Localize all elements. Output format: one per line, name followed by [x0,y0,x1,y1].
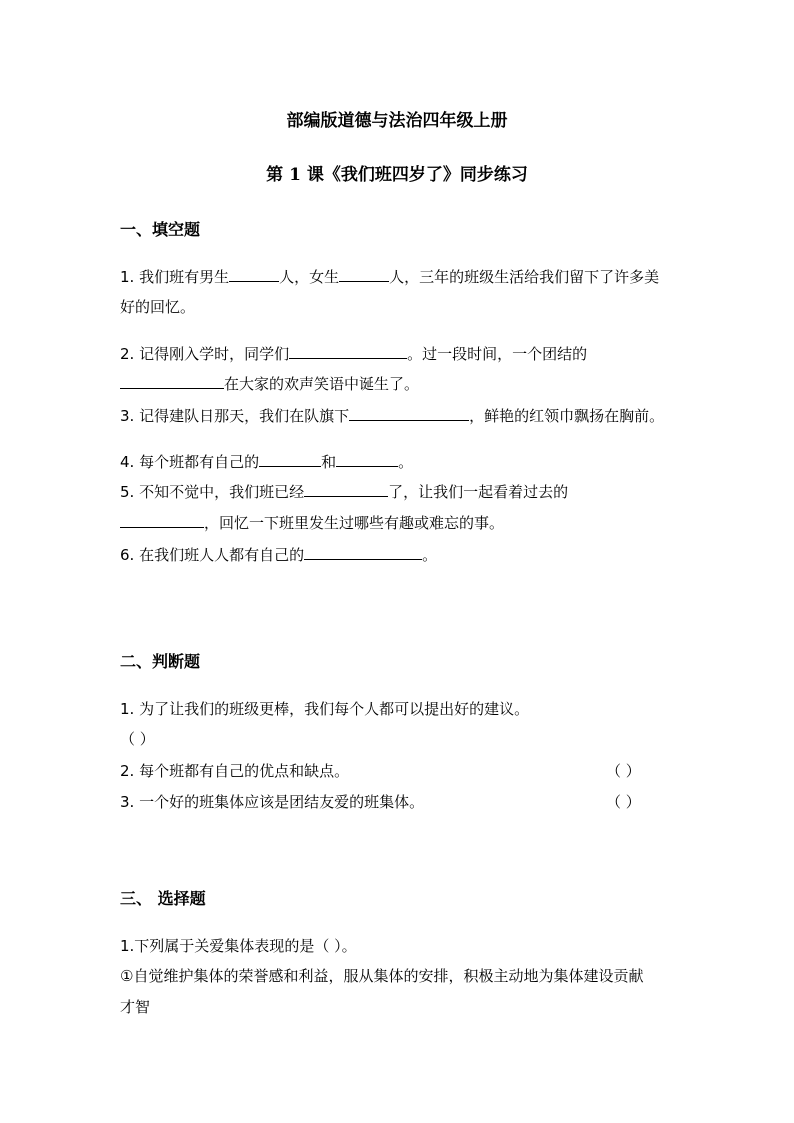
section-true-false: 二、判断题 [120,652,201,671]
judge-question-3: 3. 一个好的班集体应该是团结友爱的班集体。 [120,793,425,811]
fill-question-1-cont: 好的回忆。 [120,298,196,316]
text: ，鲜艳的红领巾飘扬在胸前。 [469,407,665,425]
text: 。过一段时间，一个团结的 [407,345,588,363]
fill-question-5-cont [120,512,504,533]
lesson-title: 第 1 课《我们班四岁了》同步练习 [266,165,528,185]
judge-answer-paren-3[interactable]: （ ） [606,793,641,811]
text: 。 [422,546,438,564]
judge-question-2: 2. 每个班都有自己的优点和缺点。 [120,762,350,780]
section-multiple-choice: 三、 选择题 [120,889,206,908]
fill-question-1 [120,266,659,287]
text: 6. 在我们班人人都有自己的 [120,546,305,564]
answer-blank[interactable] [229,266,279,282]
choice-option-1: ①自觉维护集体的荣誉感和利益，服从集体的安排，积极主动地为集体建设贡献 [120,967,644,985]
text: 4. 每个班都有自己的 [120,453,260,471]
fill-question-5 [120,481,568,502]
answer-blank[interactable] [336,451,398,467]
fill-question-6 [120,544,437,565]
judge-question-1: 1. 为了让我们的班级更棒，我们每个人都可以提出好的建议。 [120,700,530,718]
text: 人，三年的班级生活给我们留下了许多美 [389,268,660,286]
judge-answer-paren-1[interactable]: （ ） [120,730,155,748]
fill-question-3 [120,405,664,426]
fill-question-2 [120,343,587,364]
answer-blank[interactable] [304,544,422,560]
choice-question-1: 1.下列属于关爱集体表现的是（ ）。 [120,937,357,955]
text: 人，女生 [279,268,340,286]
fill-question-2-cont [120,373,419,394]
answer-blank[interactable] [120,512,204,528]
text: 和 [321,453,337,471]
section-fill-blank: 一、填空题 [120,220,201,239]
answer-blank[interactable] [304,481,388,497]
answer-blank[interactable] [259,451,321,467]
text: 了，让我们一起看着过去的 [388,483,569,501]
text: 5. 不知不觉中，我们班已经 [120,483,305,501]
answer-blank[interactable] [120,373,224,389]
judge-answer-paren-2[interactable]: （ ） [606,762,641,780]
text: 3. 记得建队日那天，我们在队旗下 [120,407,350,425]
fill-question-4 [120,451,413,472]
page-title: 部编版道德与法治四年级上册 [286,111,508,131]
text: 1. 我们班有男生 [120,268,230,286]
text: 2. 记得刚入学时，同学们 [120,345,290,363]
answer-blank[interactable] [349,405,469,421]
answer-blank[interactable] [339,266,389,282]
text: 。 [398,453,414,471]
answer-blank[interactable] [289,343,407,359]
text: 在大家的欢声笑语中诞生了。 [224,375,420,393]
choice-option-1-cont: 才智 [120,998,151,1016]
text: ，回忆一下班里发生过哪些有趣或难忘的事。 [204,514,505,532]
